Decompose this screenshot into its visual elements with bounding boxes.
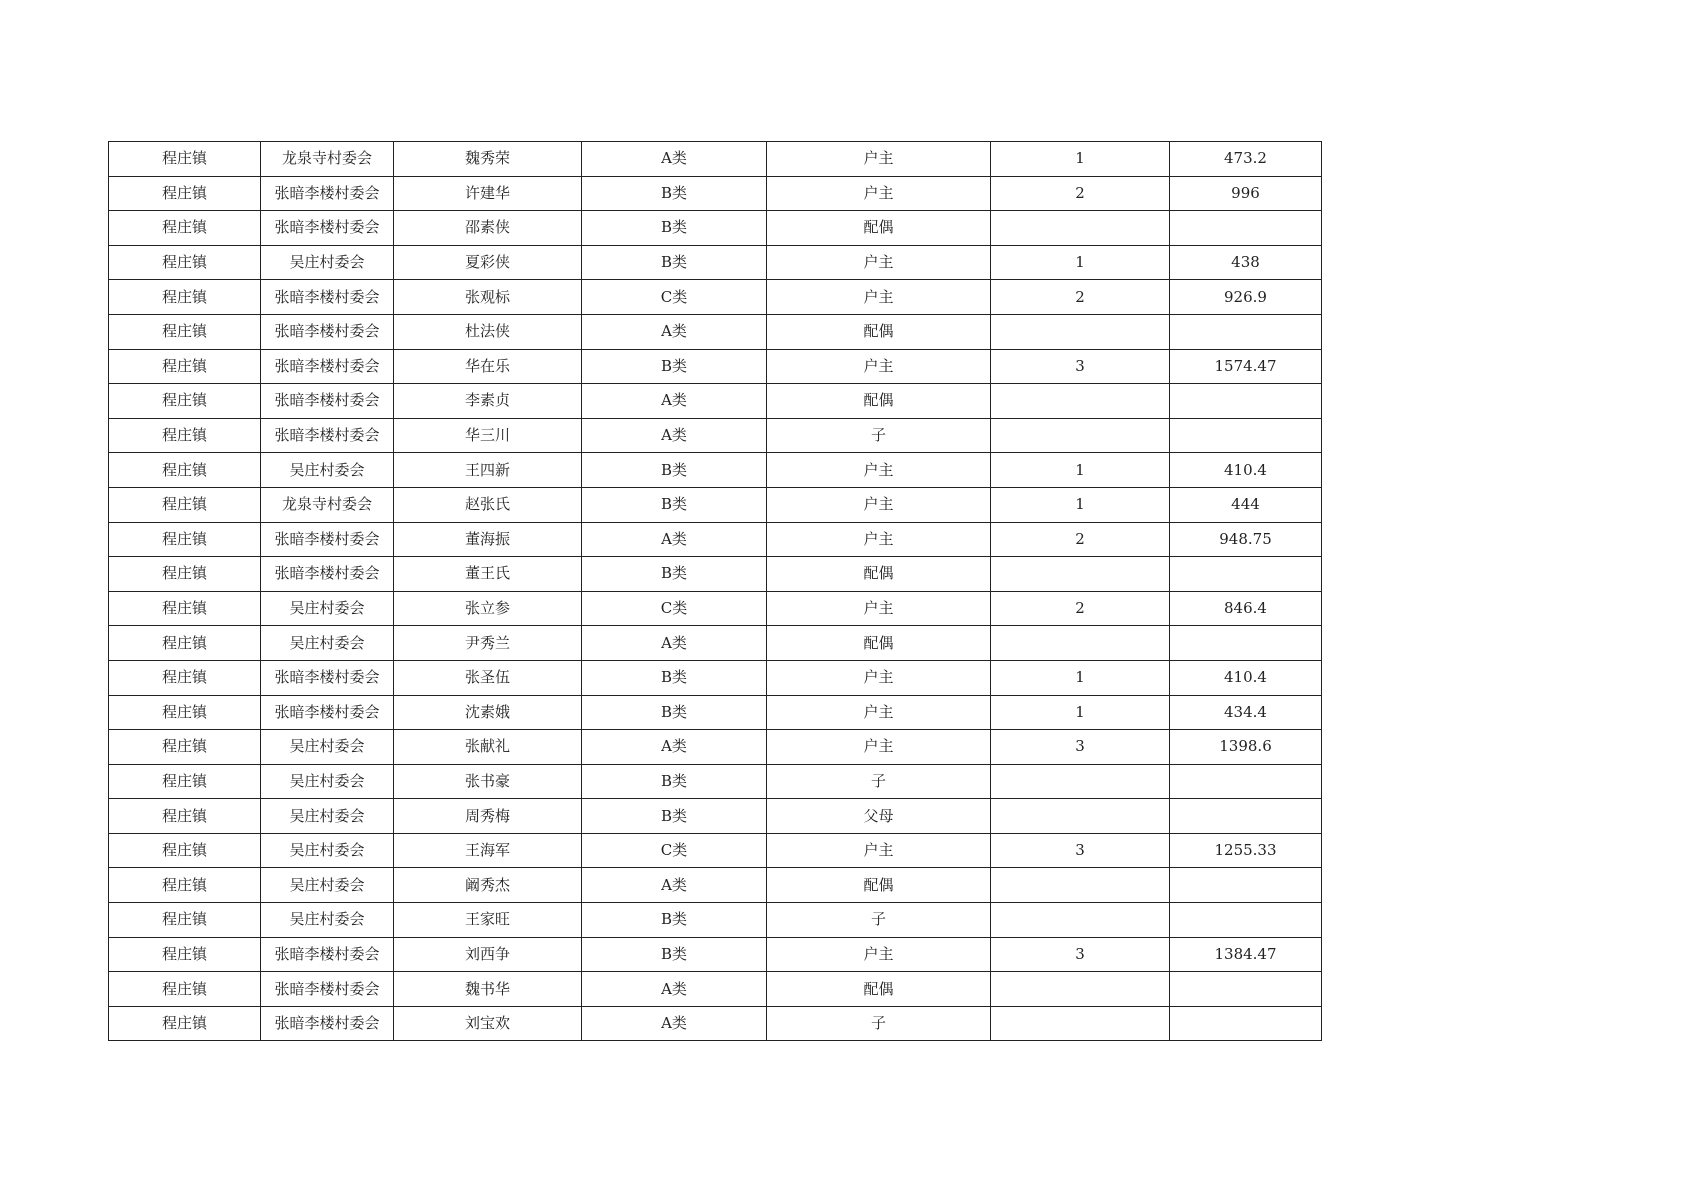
household-size-cell [991, 626, 1170, 661]
village-cell: 吴庄村委会 [261, 764, 394, 799]
amount-cell [1170, 211, 1322, 246]
table-row [109, 695, 1322, 730]
category-cell: A类 [582, 1006, 767, 1041]
category-cell: C类 [582, 280, 767, 315]
name-cell: 周秀梅 [394, 799, 582, 834]
table-row [109, 314, 1322, 349]
relation-cell: 户主 [767, 591, 991, 626]
village-cell: 吴庄村委会 [261, 903, 394, 938]
household-size-cell: 1 [991, 487, 1170, 522]
table-row [109, 280, 1322, 315]
table-row [109, 453, 1322, 488]
table-row [109, 868, 1322, 903]
amount-cell: 926.9 [1170, 280, 1322, 315]
amount-cell: 1255.33 [1170, 833, 1322, 868]
relation-cell: 户主 [767, 176, 991, 211]
town-cell: 程庄镇 [109, 314, 261, 349]
relation-cell: 子 [767, 764, 991, 799]
village-cell: 龙泉寺村委会 [261, 487, 394, 522]
village-cell: 张暗李楼村委会 [261, 1006, 394, 1041]
household-size-cell: 2 [991, 522, 1170, 557]
relation-cell: 配偶 [767, 557, 991, 592]
village-cell: 张暗李楼村委会 [261, 314, 394, 349]
household-size-cell: 1 [991, 245, 1170, 280]
category-cell: B类 [582, 487, 767, 522]
town-cell: 程庄镇 [109, 453, 261, 488]
relation-cell: 户主 [767, 453, 991, 488]
name-cell: 杜法侠 [394, 314, 582, 349]
village-cell: 张暗李楼村委会 [261, 557, 394, 592]
village-cell: 张暗李楼村委会 [261, 418, 394, 453]
amount-cell [1170, 903, 1322, 938]
amount-cell [1170, 764, 1322, 799]
table-row [109, 211, 1322, 246]
household-size-cell [991, 764, 1170, 799]
village-cell: 龙泉寺村委会 [261, 142, 394, 177]
amount-cell [1170, 1006, 1322, 1041]
household-size-cell [991, 868, 1170, 903]
category-cell: A类 [582, 972, 767, 1007]
table-row [109, 937, 1322, 972]
household-size-cell [991, 903, 1170, 938]
name-cell: 许建华 [394, 176, 582, 211]
name-cell: 夏彩侠 [394, 245, 582, 280]
amount-cell: 410.4 [1170, 660, 1322, 695]
category-cell: A类 [582, 730, 767, 765]
village-cell: 吴庄村委会 [261, 868, 394, 903]
amount-cell: 1574.47 [1170, 349, 1322, 384]
town-cell: 程庄镇 [109, 487, 261, 522]
category-cell: B类 [582, 799, 767, 834]
household-size-cell [991, 418, 1170, 453]
category-cell: B类 [582, 660, 767, 695]
town-cell: 程庄镇 [109, 868, 261, 903]
category-cell: A类 [582, 868, 767, 903]
household-size-cell: 3 [991, 349, 1170, 384]
category-cell: A类 [582, 522, 767, 557]
name-cell: 王家旺 [394, 903, 582, 938]
town-cell: 程庄镇 [109, 972, 261, 1007]
name-cell: 阚秀杰 [394, 868, 582, 903]
category-cell: A类 [582, 142, 767, 177]
town-cell: 程庄镇 [109, 937, 261, 972]
amount-cell: 410.4 [1170, 453, 1322, 488]
relation-cell: 户主 [767, 245, 991, 280]
town-cell: 程庄镇 [109, 384, 261, 419]
relation-cell: 户主 [767, 730, 991, 765]
amount-cell: 438 [1170, 245, 1322, 280]
household-size-cell [991, 211, 1170, 246]
relation-cell: 户主 [767, 142, 991, 177]
household-size-cell [991, 314, 1170, 349]
village-cell: 吴庄村委会 [261, 591, 394, 626]
town-cell: 程庄镇 [109, 142, 261, 177]
table-row [109, 799, 1322, 834]
name-cell: 王四新 [394, 453, 582, 488]
category-cell: A类 [582, 314, 767, 349]
table-body [109, 142, 1322, 1041]
name-cell: 董王氏 [394, 557, 582, 592]
town-cell: 程庄镇 [109, 730, 261, 765]
household-size-cell [991, 972, 1170, 1007]
table-row [109, 349, 1322, 384]
household-size-cell: 3 [991, 937, 1170, 972]
amount-cell [1170, 626, 1322, 661]
category-cell: B类 [582, 211, 767, 246]
data-table [108, 141, 1322, 1041]
amount-cell [1170, 384, 1322, 419]
relation-cell: 父母 [767, 799, 991, 834]
household-size-cell: 1 [991, 142, 1170, 177]
table-row [109, 1006, 1322, 1041]
name-cell: 李素贞 [394, 384, 582, 419]
name-cell: 赵张氏 [394, 487, 582, 522]
category-cell: A类 [582, 626, 767, 661]
name-cell: 刘宝欢 [394, 1006, 582, 1041]
table-row [109, 730, 1322, 765]
amount-cell: 473.2 [1170, 142, 1322, 177]
town-cell: 程庄镇 [109, 764, 261, 799]
relation-cell: 户主 [767, 280, 991, 315]
household-size-cell: 2 [991, 280, 1170, 315]
name-cell: 张立参 [394, 591, 582, 626]
household-size-cell: 3 [991, 730, 1170, 765]
town-cell: 程庄镇 [109, 695, 261, 730]
category-cell: B类 [582, 937, 767, 972]
village-cell: 张暗李楼村委会 [261, 695, 394, 730]
name-cell: 张圣伍 [394, 660, 582, 695]
town-cell: 程庄镇 [109, 557, 261, 592]
town-cell: 程庄镇 [109, 418, 261, 453]
name-cell: 邵素侠 [394, 211, 582, 246]
village-cell: 张暗李楼村委会 [261, 280, 394, 315]
village-cell: 张暗李楼村委会 [261, 211, 394, 246]
town-cell: 程庄镇 [109, 626, 261, 661]
category-cell: B类 [582, 903, 767, 938]
relation-cell: 户主 [767, 937, 991, 972]
table-row [109, 384, 1322, 419]
table-row [109, 903, 1322, 938]
village-cell: 张暗李楼村委会 [261, 384, 394, 419]
relation-cell: 户主 [767, 833, 991, 868]
table-row [109, 418, 1322, 453]
category-cell: B类 [582, 453, 767, 488]
village-cell: 张暗李楼村委会 [261, 349, 394, 384]
table-row [109, 557, 1322, 592]
amount-cell [1170, 418, 1322, 453]
name-cell: 尹秀兰 [394, 626, 582, 661]
town-cell: 程庄镇 [109, 660, 261, 695]
household-size-cell: 3 [991, 833, 1170, 868]
household-size-cell: 2 [991, 591, 1170, 626]
amount-cell: 846.4 [1170, 591, 1322, 626]
relation-cell: 子 [767, 418, 991, 453]
relation-cell: 户主 [767, 695, 991, 730]
village-cell: 张暗李楼村委会 [261, 176, 394, 211]
household-size-cell [991, 384, 1170, 419]
category-cell: B类 [582, 695, 767, 730]
town-cell: 程庄镇 [109, 349, 261, 384]
amount-cell [1170, 314, 1322, 349]
category-cell: A类 [582, 384, 767, 419]
household-size-cell [991, 799, 1170, 834]
table-row [109, 626, 1322, 661]
relation-cell: 子 [767, 903, 991, 938]
table-row [109, 487, 1322, 522]
table-row [109, 591, 1322, 626]
relation-cell: 户主 [767, 349, 991, 384]
name-cell: 张书豪 [394, 764, 582, 799]
amount-cell: 1398.6 [1170, 730, 1322, 765]
household-size-cell [991, 1006, 1170, 1041]
town-cell: 程庄镇 [109, 591, 261, 626]
table-row [109, 176, 1322, 211]
household-size-cell: 1 [991, 660, 1170, 695]
name-cell: 魏秀荣 [394, 142, 582, 177]
category-cell: C类 [582, 833, 767, 868]
name-cell: 王海军 [394, 833, 582, 868]
category-cell: B类 [582, 764, 767, 799]
village-cell: 吴庄村委会 [261, 833, 394, 868]
table-row [109, 660, 1322, 695]
household-size-cell: 1 [991, 453, 1170, 488]
name-cell: 张观标 [394, 280, 582, 315]
name-cell: 董海振 [394, 522, 582, 557]
amount-cell [1170, 557, 1322, 592]
name-cell: 华在乐 [394, 349, 582, 384]
name-cell: 刘西争 [394, 937, 582, 972]
name-cell: 沈素娥 [394, 695, 582, 730]
name-cell: 张献礼 [394, 730, 582, 765]
table-row [109, 245, 1322, 280]
household-size-cell: 1 [991, 695, 1170, 730]
town-cell: 程庄镇 [109, 245, 261, 280]
amount-cell [1170, 972, 1322, 1007]
amount-cell: 1384.47 [1170, 937, 1322, 972]
relation-cell: 配偶 [767, 314, 991, 349]
relation-cell: 配偶 [767, 626, 991, 661]
village-cell: 吴庄村委会 [261, 453, 394, 488]
table-row [109, 522, 1322, 557]
category-cell: B类 [582, 557, 767, 592]
town-cell: 程庄镇 [109, 280, 261, 315]
household-size-cell [991, 557, 1170, 592]
relation-cell: 户主 [767, 487, 991, 522]
village-cell: 张暗李楼村委会 [261, 972, 394, 1007]
household-size-cell: 2 [991, 176, 1170, 211]
category-cell: B类 [582, 349, 767, 384]
table-row [109, 833, 1322, 868]
category-cell: A类 [582, 418, 767, 453]
relation-cell: 配偶 [767, 972, 991, 1007]
village-cell: 张暗李楼村委会 [261, 660, 394, 695]
relation-cell: 配偶 [767, 211, 991, 246]
relation-cell: 户主 [767, 660, 991, 695]
village-cell: 张暗李楼村委会 [261, 522, 394, 557]
town-cell: 程庄镇 [109, 799, 261, 834]
village-cell: 吴庄村委会 [261, 730, 394, 765]
amount-cell: 444 [1170, 487, 1322, 522]
relation-cell: 配偶 [767, 384, 991, 419]
table-row [109, 972, 1322, 1007]
name-cell: 华三川 [394, 418, 582, 453]
amount-cell: 948.75 [1170, 522, 1322, 557]
amount-cell [1170, 868, 1322, 903]
town-cell: 程庄镇 [109, 903, 261, 938]
category-cell: B类 [582, 176, 767, 211]
town-cell: 程庄镇 [109, 522, 261, 557]
amount-cell: 434.4 [1170, 695, 1322, 730]
relation-cell: 配偶 [767, 868, 991, 903]
amount-cell: 996 [1170, 176, 1322, 211]
amount-cell [1170, 799, 1322, 834]
table-row [109, 142, 1322, 177]
table-row [109, 764, 1322, 799]
relation-cell: 子 [767, 1006, 991, 1041]
relation-cell: 户主 [767, 522, 991, 557]
town-cell: 程庄镇 [109, 1006, 261, 1041]
village-cell: 吴庄村委会 [261, 626, 394, 661]
category-cell: B类 [582, 245, 767, 280]
village-cell: 张暗李楼村委会 [261, 937, 394, 972]
town-cell: 程庄镇 [109, 833, 261, 868]
village-cell: 吴庄村委会 [261, 245, 394, 280]
category-cell: C类 [582, 591, 767, 626]
town-cell: 程庄镇 [109, 211, 261, 246]
town-cell: 程庄镇 [109, 176, 261, 211]
name-cell: 魏书华 [394, 972, 582, 1007]
village-cell: 吴庄村委会 [261, 799, 394, 834]
